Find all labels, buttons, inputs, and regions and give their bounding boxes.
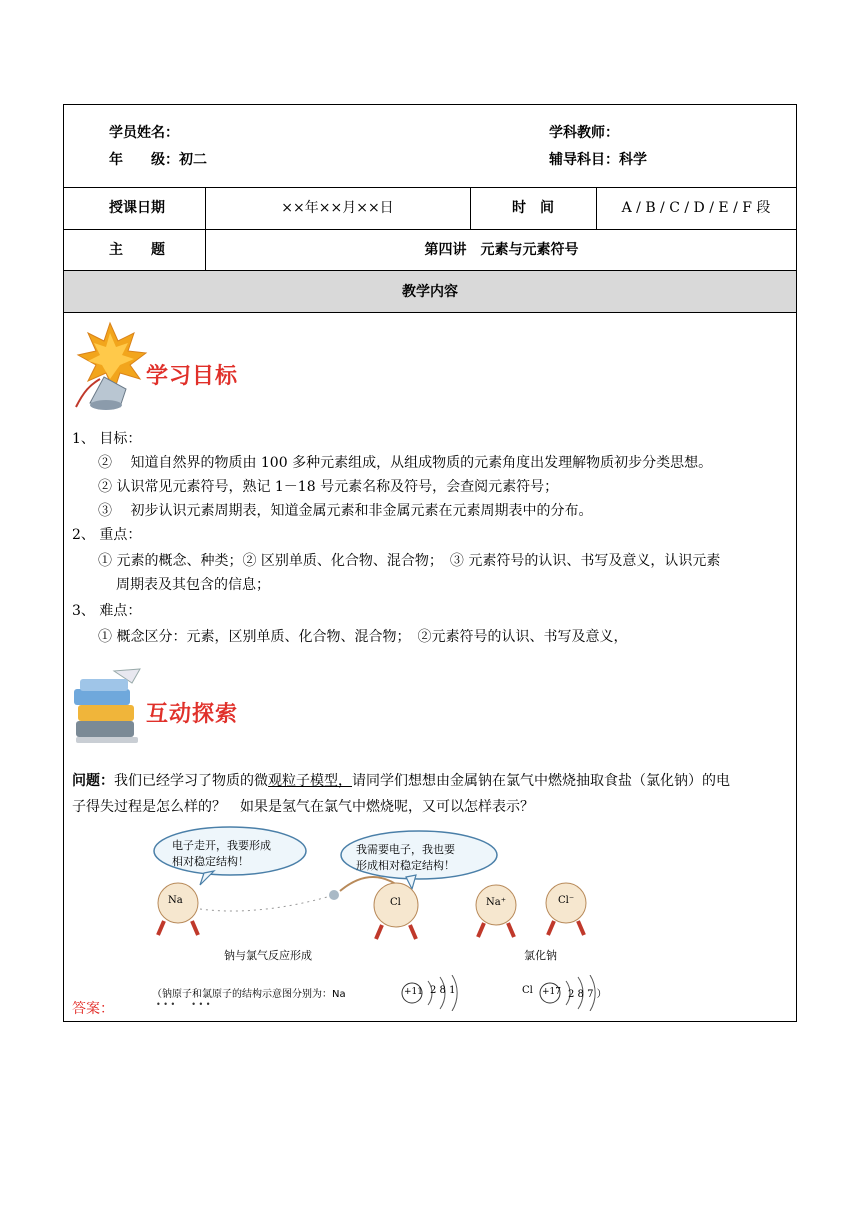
lesson-sheet [63, 104, 797, 1022]
svg-text:• • • • • •: • • • • • • [156, 1000, 211, 1009]
bubble-right-line-2: 形成相对稳定结构！ [356, 859, 455, 872]
maple-leaf-bell-icon [70, 319, 150, 413]
goal-item-2-title: 2、 重点： [72, 527, 142, 543]
caption-left: 钠与氯气反应形成 [224, 949, 312, 962]
goal-item-3-line-1: ① 概念区分：元素，区别单质、化合物、混合物； ②元素符号的认识、书写及意义， [98, 629, 628, 645]
goal-item-3-title: 3、 难点： [72, 603, 142, 619]
na-ion-label: Na⁺ [486, 897, 506, 908]
question-label: 问题： [72, 773, 114, 789]
books-icon [70, 665, 150, 747]
section-header-text: 教学内容 [402, 284, 458, 300]
question-line-1 [72, 769, 730, 793]
bubble-left-line-2: 相对稳定结构！ [172, 855, 249, 868]
grade-label: 年 级：初二 [109, 152, 207, 168]
time-label: 时 间 [512, 200, 554, 216]
atom-structure-line [152, 975, 672, 1011]
cl-symbol: Cl [522, 985, 533, 996]
bubble-left-line-1: 电子走开，我要形成 [172, 839, 271, 852]
structure-text: （钠原子和氯原子的结构示意图分别为：Na [152, 989, 346, 1000]
goal-item-2-line-1: ① 元素的概念、种类；② 区别单质、化合物、混合物； ③ 元素符号的认识、书写及意义，认识元素 [98, 553, 721, 569]
teacher-label: 学科教师： [549, 125, 619, 141]
na-atom-label: Na [168, 895, 183, 906]
cl-ion-label: Cl⁻ [558, 895, 575, 906]
na-shells: 2 8 1 [430, 985, 456, 996]
caption-right: 氯化钠 [524, 949, 557, 962]
explore-banner-text: 互动探索 [146, 702, 239, 727]
header-row [64, 105, 796, 188]
reaction-illustration [144, 823, 604, 999]
date-value: ××年××月××日 [281, 200, 394, 216]
goal-item-1-line-1: ② 知道自然界的物质由 100 多种元素组成，从组成物质的元素角度出发理解物质初步分类思想。 [98, 455, 713, 471]
goal-item-1-title: 1、 目标： [72, 431, 142, 447]
student-name-label: 学员姓名： [109, 125, 179, 141]
cl-atom-label: Cl [390, 897, 401, 908]
na-nucleus: +11 [404, 987, 423, 997]
cl-nucleus: +17 [542, 987, 561, 997]
goals-banner-text: 学习目标 [146, 364, 239, 389]
question-line-2: 子得失过程是怎么样的？ 如果是氢气在氯气中燃烧呢，又可以怎样表示？ [72, 799, 534, 815]
date-label: 授课日期 [109, 200, 165, 216]
topic-label: 主 题 [109, 242, 165, 258]
date-time-row [64, 188, 796, 230]
goal-item-1-line-2: ② 认识常见元素符号，熟记 1－18 号元素名称及符号，会查阅元素符号； [98, 479, 559, 495]
explore-banner [70, 665, 250, 747]
question-text-b: 请同学们想想由金属钠在氯气中燃烧抽取食盐（氯化钠）的电 [352, 773, 730, 789]
time-value: A / B / C / D / E / F 段 [621, 200, 771, 216]
goal-item-2-line-2: 周期表及其包含的信息； [116, 577, 270, 593]
section-header [64, 271, 796, 313]
question-text-underlined: 观粒子模型， [268, 773, 352, 789]
goals-banner [70, 319, 250, 413]
question-text-a: 我们已经学习了物质的微 [114, 773, 268, 789]
topic-row [64, 230, 796, 271]
cl-shells: 2 8 7 ） [568, 989, 607, 1000]
topic-value: 第四讲 元素与元素符号 [424, 242, 579, 258]
answer-label: 答案： [72, 1001, 114, 1017]
content-area [64, 313, 796, 1021]
goal-item-1-line-3: ③ 初步认识元素周期表，知道金属元素和非金属元素在元素周期表中的分布。 [98, 503, 593, 519]
bubble-right-line-1: 我需要电子，我也要 [356, 843, 455, 856]
subject-label: 辅导科目：科学 [549, 152, 647, 168]
